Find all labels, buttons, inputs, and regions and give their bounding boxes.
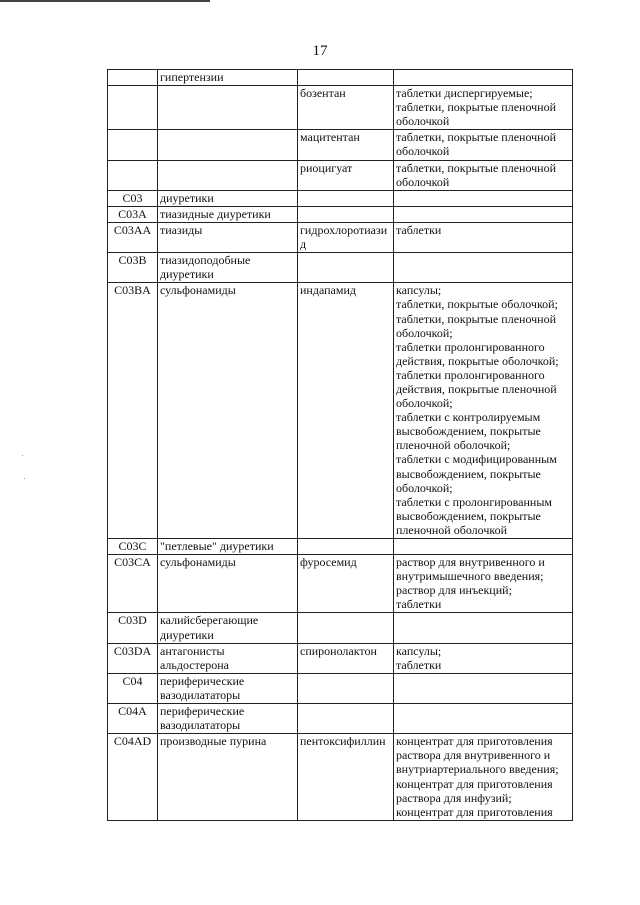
atc-code-cell — [108, 130, 158, 160]
group-cell: сульфонамиды — [158, 283, 298, 539]
drug-cell — [298, 70, 394, 86]
group-cell: антагонисты альдостерона — [158, 643, 298, 673]
drug-cell — [298, 613, 394, 643]
forms-cell — [394, 613, 573, 643]
drug-cell: гидрохлоротиазид — [298, 222, 394, 252]
drug-cell: спиронолактон — [298, 643, 394, 673]
forms-cell: капсулы; таблетки, покрытые оболочкой; таблетки, покрытые пленочной оболочкой; таблетки пролонгированного действия, покрытые оболочкой; таблетки пролонгированного действия, покрытые пленочной оболочкой; таблетки с контролируемым высвобождением, покрытые пленочной оболочкой; таблетки с модифицированным высвобождением, покрытые оболочкой; таблетки с пролонгированным высвобождением, покрытые пленочной оболочкой — [394, 283, 573, 539]
group-cell: периферические вазодилататоры — [158, 673, 298, 703]
atc-code-cell: C03A — [108, 206, 158, 222]
forms-cell — [394, 190, 573, 206]
drug-cell: бозентан — [298, 86, 394, 130]
drug-cell — [298, 673, 394, 703]
scan-edge-line — [0, 0, 210, 2]
table-row — [108, 190, 573, 206]
group-cell: тиазидоподобные диуретики — [158, 253, 298, 283]
forms-cell: таблетки диспергируемые; таблетки, покрытые пленочной оболочкой — [394, 86, 573, 130]
drug-cell — [298, 190, 394, 206]
table-row — [108, 70, 573, 86]
forms-cell — [394, 206, 573, 222]
atc-code-cell: C03BA — [108, 283, 158, 539]
group-cell — [158, 86, 298, 130]
atc-code-cell: C04A — [108, 704, 158, 734]
drug-cell: индапамид — [298, 283, 394, 539]
drug-cell: фуросемид — [298, 555, 394, 613]
forms-cell — [394, 673, 573, 703]
atc-code-cell — [108, 160, 158, 190]
group-cell — [158, 160, 298, 190]
forms-cell: таблетки — [394, 222, 573, 252]
atc-code-cell: C03C — [108, 539, 158, 555]
group-cell: гипертензии — [158, 70, 298, 86]
forms-cell: капсулы; таблетки — [394, 643, 573, 673]
table-row — [108, 643, 573, 673]
table-row — [108, 555, 573, 613]
atc-code-cell: C04AD — [108, 734, 158, 821]
group-cell: тиазиды — [158, 222, 298, 252]
group-cell: сульфонамиды — [158, 555, 298, 613]
drug-table-body — [108, 70, 573, 821]
drug-table — [107, 69, 573, 821]
atc-code-cell — [108, 86, 158, 130]
table-row — [108, 206, 573, 222]
table-row — [108, 613, 573, 643]
table-row — [108, 673, 573, 703]
scan-speck — [22, 455, 23, 456]
scan-speck — [24, 478, 25, 479]
drug-cell — [298, 206, 394, 222]
atc-code-cell: C03AA — [108, 222, 158, 252]
group-cell — [158, 130, 298, 160]
table-row — [108, 86, 573, 130]
forms-cell: концентрат для приготовления раствора для внутривенного и внутриартериального введения; концентрат для приготовления раствора для инфузий; концентрат для приготовления — [394, 734, 573, 821]
group-cell: калийсберегающие диуретики — [158, 613, 298, 643]
drug-cell: риоцигуат — [298, 160, 394, 190]
forms-cell: таблетки, покрытые пленочной оболочкой — [394, 160, 573, 190]
atc-code-cell: C03B — [108, 253, 158, 283]
table-row — [108, 704, 573, 734]
group-cell: "петлевые" диуретики — [158, 539, 298, 555]
table-row — [108, 222, 573, 252]
table-row — [108, 734, 573, 821]
group-cell: периферические вазодилататоры — [158, 704, 298, 734]
atc-code-cell: C03DA — [108, 643, 158, 673]
drug-cell: мацитентан — [298, 130, 394, 160]
forms-cell — [394, 70, 573, 86]
forms-cell — [394, 704, 573, 734]
table-row — [108, 130, 573, 160]
group-cell: производные пурина — [158, 734, 298, 821]
page-number: 17 — [312, 43, 328, 59]
atc-code-cell: C03 — [108, 190, 158, 206]
forms-cell — [394, 539, 573, 555]
forms-cell: раствор для внутривенного и внутримышечного введения; раствор для инъекций; таблетки — [394, 555, 573, 613]
table-row — [108, 160, 573, 190]
table-row — [108, 283, 573, 539]
drug-cell: пентоксифиллин — [298, 734, 394, 821]
table-row — [108, 253, 573, 283]
atc-code-cell: C03D — [108, 613, 158, 643]
group-cell: диуретики — [158, 190, 298, 206]
drug-cell — [298, 253, 394, 283]
atc-code-cell: C04 — [108, 673, 158, 703]
group-cell: тиазидные диуретики — [158, 206, 298, 222]
drug-cell — [298, 539, 394, 555]
drug-cell — [298, 704, 394, 734]
atc-code-cell: C03CA — [108, 555, 158, 613]
forms-cell — [394, 253, 573, 283]
atc-code-cell — [108, 70, 158, 86]
table-row — [108, 539, 573, 555]
forms-cell: таблетки, покрытые пленочной оболочкой — [394, 130, 573, 160]
